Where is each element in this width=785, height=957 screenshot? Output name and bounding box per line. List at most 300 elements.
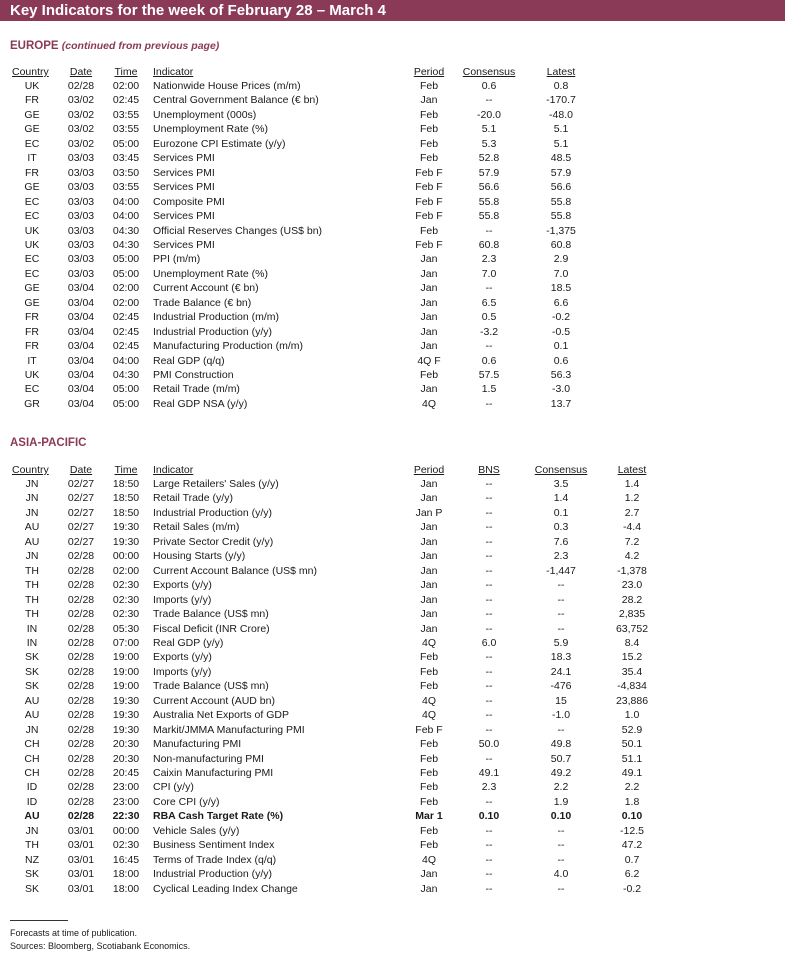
cell-consensus: 0.6	[481, 354, 497, 367]
cell-time: 19:00	[112, 680, 140, 693]
header-consensus: Consensus	[462, 66, 516, 78]
cell-consensus: --	[557, 593, 565, 606]
cell-country: CH	[24, 767, 40, 779]
cell-date: 03/04	[67, 340, 95, 353]
cell-period: Feb	[419, 680, 439, 693]
cell-consensus: 5.1	[481, 123, 497, 136]
cell-period: Feb F	[415, 195, 443, 208]
cell-time: 18:00	[112, 882, 140, 895]
cell-time: 02:45	[112, 94, 140, 107]
cell-time: 02:00	[112, 296, 140, 309]
cell-consensus: 60.8	[478, 238, 500, 251]
cell-country: JN	[25, 550, 39, 563]
header-latest: Latest	[546, 66, 576, 78]
cell-time: 02:30	[112, 579, 140, 592]
cell-latest: -0.5	[551, 325, 571, 338]
cell-consensus: 2.3	[553, 550, 569, 563]
cell-period: Feb	[419, 80, 439, 92]
cell-date: 02/28	[67, 752, 95, 765]
cell-consensus: -20.0	[477, 108, 501, 121]
cell-country: SK	[24, 665, 39, 678]
cell-period: Feb	[419, 767, 439, 779]
cell-consensus: 5.9	[553, 636, 569, 649]
cell-latest: -1,378	[617, 564, 647, 577]
cell-consensus: 50.7	[550, 752, 572, 765]
table-row	[0, 825, 785, 839]
cell-bns: --	[485, 478, 493, 490]
cell-indicator: Current Account Balance (US$ mn)	[153, 564, 317, 577]
cell-period: Feb	[419, 369, 439, 381]
cell-period: Feb	[419, 795, 439, 808]
cell-indicator: Retail Trade (m/m)	[153, 383, 240, 396]
cell-time: 20:30	[112, 752, 140, 765]
cell-latest: 8.4	[624, 636, 640, 649]
cell-time: 19:00	[112, 651, 140, 664]
cell-period: Feb	[419, 108, 439, 121]
cell-period: Jan	[420, 579, 438, 592]
cell-country: FR	[25, 166, 39, 179]
cell-date: 03/04	[67, 397, 95, 410]
cell-indicator: Housing Starts (y/y)	[153, 550, 246, 563]
cell-date: 03/04	[67, 311, 95, 324]
table-row	[0, 94, 785, 108]
table-row	[0, 666, 785, 680]
cell-indicator: Services PMI	[153, 166, 215, 179]
cell-latest: 52.9	[621, 723, 643, 736]
cell-date: 03/02	[67, 94, 95, 107]
cell-consensus: 0.3	[553, 521, 569, 534]
cell-bns: --	[485, 665, 493, 678]
cell-consensus: 4.0	[553, 868, 569, 881]
cell-country: EC	[24, 383, 40, 396]
cell-date: 02/28	[67, 781, 95, 794]
cell-indicator: Services PMI	[153, 210, 215, 223]
cell-country: FR	[25, 94, 39, 107]
cell-time: 18:50	[112, 506, 140, 519]
cell-latest: 0.1	[553, 340, 569, 353]
cell-consensus: 55.8	[478, 195, 500, 208]
cell-indicator: Unemployment Rate (%)	[153, 123, 268, 136]
table-row	[0, 311, 785, 325]
cell-date: 03/03	[67, 152, 95, 165]
cell-consensus: 0.1	[553, 506, 569, 519]
cell-period: Feb	[419, 137, 439, 150]
cell-period: Feb	[419, 781, 439, 794]
europe-title: EUROPE	[10, 40, 59, 52]
cell-date: 02/28	[67, 767, 95, 779]
table-row	[0, 767, 785, 781]
table-row	[0, 810, 785, 824]
cell-indicator: Fiscal Deficit (INR Crore)	[153, 622, 270, 635]
cell-latest: 60.8	[550, 238, 572, 251]
cell-bns: 0.10	[478, 810, 500, 823]
cell-country: ID	[26, 795, 38, 808]
cell-date: 03/03	[67, 210, 95, 223]
cell-indicator: Exports (y/y)	[153, 579, 212, 592]
cell-period: Feb	[419, 224, 439, 237]
cell-time: 03:55	[112, 108, 140, 121]
cell-country: AU	[24, 535, 40, 548]
asia-section-title	[10, 437, 86, 449]
cell-latest: 28.2	[621, 593, 643, 606]
cell-latest: 50.1	[621, 738, 643, 751]
cell-consensus: 52.8	[478, 152, 500, 165]
cell-indicator: Vehicle Sales (y/y)	[153, 824, 240, 837]
cell-country: JN	[25, 492, 39, 505]
asia-header	[0, 464, 785, 478]
cell-latest: -0.2	[622, 882, 642, 895]
cell-period: 4Q	[421, 709, 436, 722]
cell-bns: --	[485, 853, 493, 866]
europe-note: (continued from previous page)	[61, 40, 220, 52]
table-row	[0, 738, 785, 752]
table-row	[0, 152, 785, 166]
table-row	[0, 253, 785, 267]
cell-date: 02/27	[67, 492, 95, 505]
cell-country: AU	[24, 521, 40, 534]
cell-country: IN	[26, 636, 38, 649]
cell-consensus: 1.5	[481, 383, 497, 396]
cell-date: 03/01	[67, 882, 95, 895]
cell-date: 02/27	[67, 521, 95, 534]
cell-country: AU	[24, 709, 40, 722]
cell-time: 16:45	[112, 853, 140, 866]
cell-consensus: --	[485, 94, 493, 107]
cell-time: 03:45	[112, 152, 140, 165]
cell-bns: --	[485, 622, 493, 635]
cell-indicator: Markit/JMMA Manufacturing PMI	[153, 723, 305, 736]
table-row	[0, 868, 785, 882]
cell-consensus: --	[557, 824, 565, 837]
cell-bns: 2.3	[481, 781, 497, 794]
cell-period: Jan	[420, 608, 438, 621]
cell-indicator: Industrial Production (y/y)	[153, 868, 273, 881]
cell-time: 19:30	[112, 709, 140, 722]
cell-latest: 1.0	[624, 709, 640, 722]
cell-period: Feb	[419, 839, 439, 852]
cell-period: Jan	[420, 882, 438, 895]
table-row	[0, 796, 785, 810]
cell-latest: -3.0	[551, 383, 571, 396]
cell-country: EC	[24, 253, 40, 266]
cell-consensus: 0.6	[481, 80, 497, 92]
cell-date: 03/02	[67, 123, 95, 136]
cell-date: 03/02	[67, 137, 95, 150]
cell-time: 05:00	[112, 383, 140, 396]
cell-consensus: --	[485, 340, 493, 353]
cell-latest: 0.7	[624, 853, 640, 866]
asia-title: ASIA-PACIFIC	[10, 437, 87, 449]
cell-period: Jan	[420, 325, 438, 338]
cell-time: 19:30	[112, 694, 140, 707]
cell-country: TH	[25, 839, 39, 852]
table-row	[0, 383, 785, 397]
cell-latest: 0.6	[553, 354, 569, 367]
cell-latest: 13.7	[550, 397, 572, 410]
cell-time: 05:00	[112, 137, 140, 150]
cell-time: 03:55	[112, 181, 140, 194]
cell-indicator: Current Account (AUD bn)	[153, 694, 275, 707]
table-row	[0, 398, 785, 412]
cell-date: 03/03	[67, 253, 95, 266]
cell-date: 02/28	[67, 622, 95, 635]
cell-consensus: -3.2	[479, 325, 499, 338]
cell-date: 03/03	[67, 267, 95, 280]
table-row	[0, 709, 785, 723]
cell-time: 22:30	[112, 810, 140, 823]
cell-bns: 50.0	[478, 738, 500, 751]
cell-bns: --	[485, 752, 493, 765]
cell-date: 03/03	[67, 181, 95, 194]
cell-bns: --	[485, 651, 493, 664]
cell-time: 02:30	[112, 593, 140, 606]
cell-period: Feb	[419, 123, 439, 136]
cell-bns: --	[485, 839, 493, 852]
cell-indicator: Exports (y/y)	[153, 651, 212, 664]
cell-consensus: 18.3	[550, 651, 572, 664]
cell-period: Jan	[420, 868, 438, 881]
cell-country: EC	[24, 267, 40, 280]
cell-latest: 2,835	[618, 608, 646, 621]
cell-date: 03/04	[67, 282, 95, 295]
header-date: Date	[69, 66, 93, 78]
cell-latest: 7.2	[624, 535, 640, 548]
cell-period: 4Q	[421, 694, 436, 707]
cell-indicator: Trade Balance (US$ mn)	[153, 680, 269, 693]
cell-period: Feb F	[415, 210, 443, 223]
cell-latest: 55.8	[550, 210, 572, 223]
cell-latest: 1.8	[624, 795, 640, 808]
table-row	[0, 651, 785, 665]
cell-latest: 15.2	[621, 651, 643, 664]
cell-country: EC	[24, 137, 40, 150]
cell-latest: -4.4	[622, 521, 642, 534]
cell-time: 02:00	[112, 80, 140, 92]
cell-date: 03/04	[67, 296, 95, 309]
table-row	[0, 565, 785, 579]
cell-bns: --	[485, 593, 493, 606]
cell-country: TH	[25, 593, 39, 606]
cell-date: 02/28	[67, 608, 95, 621]
cell-indicator: Services PMI	[153, 181, 215, 194]
header-indicator: Indicator	[153, 464, 194, 476]
cell-latest: 23,886	[615, 694, 649, 707]
cell-indicator: Real GDP (q/q)	[153, 354, 225, 367]
cell-period: Mar 1	[415, 810, 443, 823]
cell-time: 02:45	[112, 340, 140, 353]
cell-date: 03/03	[67, 195, 95, 208]
cell-time: 04:00	[112, 354, 140, 367]
cell-time: 04:00	[112, 210, 140, 223]
cell-period: Feb F	[415, 723, 443, 736]
cell-bns: --	[485, 550, 493, 563]
cell-date: 02/28	[67, 738, 95, 751]
cell-indicator: Core CPI (y/y)	[153, 795, 220, 808]
cell-country: IT	[27, 152, 37, 165]
cell-bns: 6.0	[481, 636, 497, 649]
cell-country: CH	[24, 752, 40, 765]
table-row	[0, 138, 785, 152]
cell-consensus: -1.0	[551, 709, 571, 722]
cell-indicator: Industrial Production (y/y)	[153, 325, 273, 338]
cell-time: 18:00	[112, 868, 140, 881]
table-row	[0, 109, 785, 123]
table-row	[0, 210, 785, 224]
table-row	[0, 753, 785, 767]
cell-country: TH	[25, 579, 39, 592]
table-row	[0, 550, 785, 564]
cell-consensus: 57.9	[478, 166, 500, 179]
cell-country: UK	[24, 224, 40, 237]
cell-country: CH	[24, 738, 40, 751]
table-row	[0, 297, 785, 311]
cell-country: NZ	[25, 853, 39, 866]
cell-latest: 18.5	[550, 282, 572, 295]
cell-latest: 6.6	[553, 296, 569, 309]
cell-period: Feb F	[415, 166, 443, 179]
cell-latest: 1.2	[624, 492, 640, 505]
cell-latest: 5.1	[553, 123, 569, 136]
cell-consensus: -1,447	[546, 564, 576, 577]
cell-time: 05:00	[112, 253, 140, 266]
table-row	[0, 883, 785, 897]
cell-consensus: --	[557, 853, 565, 866]
header-bns: BNS	[478, 464, 500, 476]
cell-date: 03/04	[67, 354, 95, 367]
cell-indicator: Industrial Production (y/y)	[153, 506, 273, 519]
cell-time: 02:45	[112, 311, 140, 324]
cell-date: 02/27	[67, 478, 95, 490]
cell-latest: 6.2	[624, 868, 640, 881]
cell-period: Jan	[420, 267, 438, 280]
header-time: Time	[114, 464, 138, 476]
cell-indicator: Private Sector Credit (y/y)	[153, 535, 274, 548]
cell-bns: --	[485, 521, 493, 534]
cell-indicator: CPI (y/y)	[153, 781, 194, 794]
table-row	[0, 123, 785, 137]
cell-time: 02:00	[112, 282, 140, 295]
cell-time: 05:30	[112, 622, 140, 635]
table-row	[0, 839, 785, 853]
cell-date: 02/28	[67, 709, 95, 722]
cell-date: 02/28	[67, 680, 95, 693]
cell-country: SK	[24, 651, 39, 664]
header-time: Time	[114, 66, 138, 78]
footnote-forecasts: Forecasts at time of publication.	[10, 928, 138, 938]
cell-country: ID	[26, 781, 38, 794]
table-row	[0, 623, 785, 637]
cell-period: 4Q	[421, 853, 436, 866]
cell-period: Jan	[420, 478, 438, 490]
cell-consensus: 55.8	[478, 210, 500, 223]
cell-time: 02:30	[112, 608, 140, 621]
cell-period: 4Q F	[417, 354, 441, 367]
cell-latest: 55.8	[550, 195, 572, 208]
table-row	[0, 282, 785, 296]
cell-country: GE	[24, 282, 40, 295]
table-row	[0, 507, 785, 521]
cell-indicator: Real GDP (y/y)	[153, 636, 224, 649]
cell-time: 19:30	[112, 521, 140, 534]
cell-consensus: --	[557, 839, 565, 852]
cell-date: 02/28	[67, 564, 95, 577]
cell-period: Jan	[420, 94, 438, 107]
cell-date: 02/28	[67, 795, 95, 808]
cell-country: EC	[24, 210, 40, 223]
cell-period: Feb	[419, 824, 439, 837]
cell-latest: 1.4	[624, 478, 640, 490]
cell-indicator: Manufacturing PMI	[153, 738, 242, 751]
cell-consensus: 1.4	[553, 492, 569, 505]
cell-indicator: Imports (y/y)	[153, 593, 212, 606]
cell-indicator: Composite PMI	[153, 195, 225, 208]
cell-country: SK	[24, 882, 39, 895]
cell-indicator: Central Government Balance (€ bn)	[153, 94, 319, 107]
cell-date: 02/28	[67, 579, 95, 592]
cell-consensus: 7.0	[481, 267, 497, 280]
cell-period: Feb	[419, 752, 439, 765]
cell-period: Feb F	[415, 181, 443, 194]
cell-time: 20:30	[112, 738, 140, 751]
cell-consensus: 1.9	[553, 795, 569, 808]
cell-latest: 51.1	[621, 752, 643, 765]
cell-period: Jan	[420, 282, 438, 295]
cell-country: GE	[24, 108, 40, 121]
cell-latest: 47.2	[621, 839, 643, 852]
cell-bns: --	[485, 709, 493, 722]
cell-indicator: Current Account (€ bn)	[153, 282, 259, 295]
table-row	[0, 608, 785, 622]
cell-country: AU	[24, 810, 40, 823]
cell-period: Jan	[420, 311, 438, 324]
cell-date: 03/03	[67, 166, 95, 179]
cell-latest: -170.7	[546, 94, 576, 107]
cell-date: 02/28	[67, 810, 95, 823]
cell-latest: 57.9	[550, 166, 572, 179]
cell-indicator: Trade Balance (€ bn)	[153, 296, 252, 309]
table-row	[0, 680, 785, 694]
europe-section-title	[10, 40, 219, 52]
cell-date: 03/01	[67, 853, 95, 866]
cell-date: 02/28	[67, 723, 95, 736]
cell-country: UK	[24, 80, 40, 92]
header-period: Period	[413, 464, 445, 476]
cell-bns: --	[485, 694, 493, 707]
cell-latest: 48.5	[550, 152, 572, 165]
cell-latest: 0.10	[621, 810, 643, 823]
cell-country: TH	[25, 608, 39, 621]
cell-time: 18:50	[112, 492, 140, 505]
cell-indicator: Manufacturing Production (m/m)	[153, 340, 303, 353]
cell-time: 00:00	[112, 824, 140, 837]
cell-latest: 2.2	[624, 781, 640, 794]
cell-time: 04:00	[112, 195, 140, 208]
cell-latest: 56.6	[550, 181, 572, 194]
table-row	[0, 637, 785, 651]
cell-latest: 35.4	[621, 665, 643, 678]
cell-time: 05:00	[112, 267, 140, 280]
cell-time: 04:30	[112, 369, 140, 381]
table-row	[0, 781, 785, 795]
cell-latest: 2.7	[624, 506, 640, 519]
cell-latest: -4,834	[617, 680, 647, 693]
cell-consensus: 0.5	[481, 311, 497, 324]
cell-bns: --	[485, 795, 493, 808]
cell-indicator: Unemployment (000s)	[153, 108, 257, 121]
cell-indicator: Non-manufacturing PMI	[153, 752, 264, 765]
cell-period: Jan P	[415, 506, 443, 519]
cell-consensus: 7.6	[553, 535, 569, 548]
